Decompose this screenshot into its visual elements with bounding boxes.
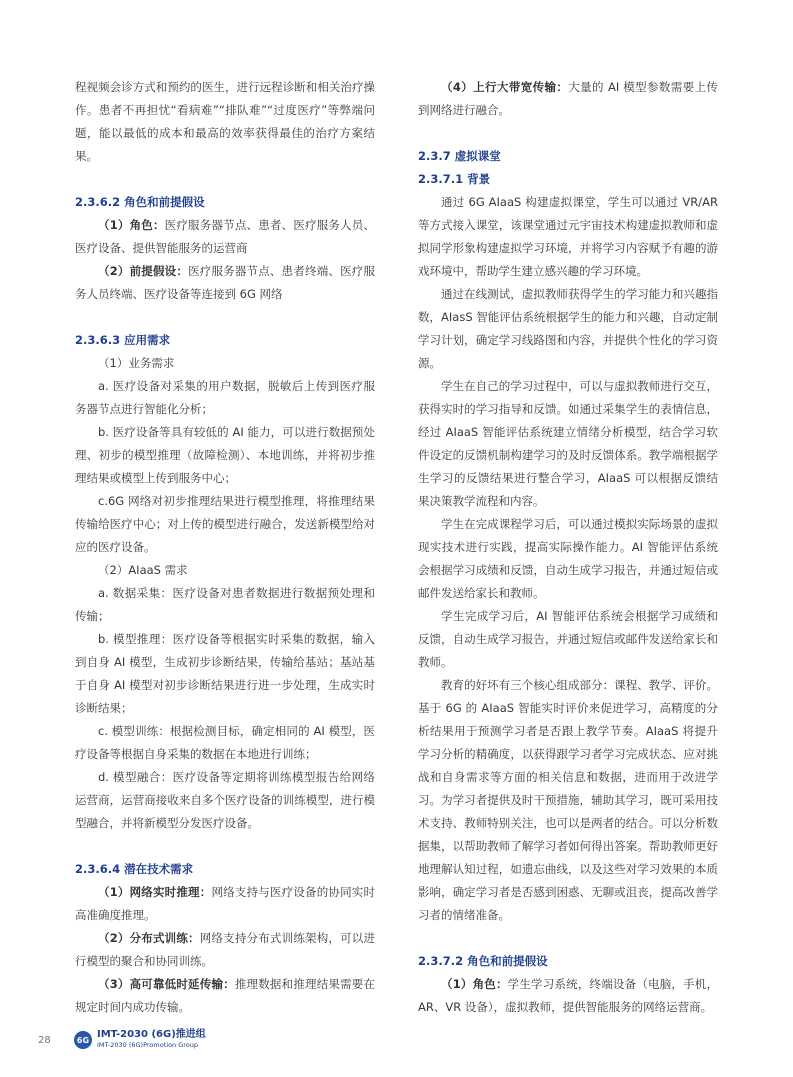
- premise-paragraph: [75, 260, 375, 306]
- tech-need-2-label: （2）分布式训练：: [98, 931, 200, 945]
- tech-need-3: [75, 973, 375, 1019]
- tech-need-4: [418, 76, 718, 122]
- background-paragraph-2: 通过在线测试，虚拟教师获得学生的学习能力和兴趣指数，AIasS 智能评估系统根据学生的能力和兴趣，自动定制学习计划，确定学习线路图和内容，并提供个性化的学习资源。: [418, 287, 718, 370]
- tech-need-4-label: （4）上行大带宽传输：: [441, 80, 569, 94]
- logo-sub-text: IMT-2030 (6G)Promotion Group: [97, 1041, 199, 1049]
- role-paragraph-2: [418, 973, 718, 1019]
- heading-2-3-7-2: 2.3.7.2 角色和前提假设: [418, 954, 548, 968]
- background-paragraph-1: 通过 6G AIaaS 构建虚拟课堂，学生可以通过 VR/AR 等方式接入课堂，该课堂通过元宇宙技术构建虚拟教师和虚拟同学形象构建虚拟学习环境，并将学习内容赋予有趣的游戏环境中，帮助学生建立感兴趣的学习环境。: [418, 195, 718, 278]
- page-number: 28: [38, 1034, 51, 1046]
- aiaas-need-c: c. 模型训练：根据检测目标，确定相同的 AI 模型，医疗设备等根据自身采集的数据在本地进行训练；: [75, 724, 375, 761]
- tech-need-3-text: 推理数据和推理结果需要在规定时间内成功传输。: [75, 977, 375, 1014]
- tech-need-1-label: （1）网络实时推理：: [98, 885, 212, 899]
- aiaas-need-d: d. 模型融合：医疗设备等定期将训练模型报告给网络运营商，运营商接收来自多个医疗设备的训练模型，进行模型融合，并将新模型分发医疗设备。: [75, 770, 375, 830]
- business-need-b: b. 医疗设备等具有较低的 AI 能力，可以进行数据预处理、初步的模型推理（故障检测）、本地训练，并将初步推理结果或模型上传到服务中心；: [75, 425, 375, 485]
- aiaas-need-a: a. 数据采集：医疗设备对患者数据进行数据预处理和传输；: [75, 586, 375, 623]
- aiaas-need-b: b. 模型推理：医疗设备等根据实时采集的数据，输入到自身 AI 模型，生成初步诊断结果，传输给基站；基站基于自身 AI 模型对初步诊断结果进行进一步处理，生成实时诊断结果；: [75, 632, 375, 715]
- role-label: （1）角色：: [98, 218, 165, 232]
- heading-2-3-7-1: 2.3.7.1 背景: [418, 172, 491, 186]
- role-text-2: 学生学习系统，终端设备（电脑，手机，AR、VR 设备），虚拟教师，提供智能服务的网络运营商。: [418, 977, 718, 1014]
- heading-2-3-6-2: 2.3.6.2 角色和前提假设: [75, 195, 205, 209]
- logo-main-text: IMT-2030 (6G)推进组: [97, 1029, 206, 1040]
- role-text: 医疗服务器节点、患者、医疗服务人员、医疗设备、提供智能服务的运营商: [75, 218, 375, 255]
- tech-need-2-text: 网络支持分布式训练架构，可以进行模型的聚合和协同训练。: [75, 931, 375, 968]
- background-paragraph-3: 学生在自己的学习过程中，可以与虚拟教师进行交互，获得实时的学习指导和反馈。如通过采集学生的表情信息，经过 AIaaS 智能评估系统建立情绪分析模型，结合学习软件设定的反馈机制构建学习的及时反馈体系。教学端根据学生学习的反馈结果进行整合学习，AIaaS 可以根据反馈结果决策教学流程和内容。: [418, 379, 718, 508]
- background-paragraph-6: 教育的好坏有三个核心组成部分：课程、教学、评价。基于 6G 的 AIaaS 智能实时评价来促进学习，高精度的分析结果用于预测学习者是否跟上教学节奏。AIaaS 将提升学习分析的精确度，以获得跟学习者学习完成状态、应对挑战和自身需求等方面的相关信息和数据，进而用于改进学习。为学习者提供及时干预措施，辅助其学习，既可采用技术支持、教师特别关注，也可以是两者的结合。可以分析数据集，以帮助教师了解学习者如何得出答案。帮助教师更好地理解认知过程，如遗忘曲线，以及这些对学习效果的本质影响，确定学习者是否感到困惑、无聊或沮丧，提高改善学习者的情绪准备。: [418, 678, 718, 922]
- tech-need-1: [75, 881, 375, 927]
- heading-2-3-6-4: 2.3.6.4 潜在技术需求: [75, 862, 194, 876]
- tech-need-3-label: （3）高可靠低时延传输：: [98, 977, 235, 991]
- logo-text: [97, 1030, 206, 1050]
- role-paragraph: [75, 214, 375, 260]
- role-label-2: （1）角色：: [441, 977, 508, 991]
- background-paragraph-4: 学生在完成课程学习后，可以通过模拟实际场景的虚拟现实技术进行实践，提高实际操作能力。AI 智能评估系统会根据学习成绩和反馈，自动生成学习报告，并通过短信或邮件发送给家长和教师。: [418, 517, 718, 600]
- business-need-a: a. 医疗设备对采集的用户数据，脱敏后上传到医疗服务器节点进行智能化分析；: [75, 379, 375, 416]
- business-needs-title: （1）业务需求: [98, 356, 175, 370]
- tech-need-2: [75, 927, 375, 973]
- background-paragraph-5: 学生完成学习后，AI 智能评估系统会根据学习成绩和反馈，自动生成学习报告，并通过短信或邮件发送给家长和教师。: [418, 609, 718, 669]
- imt2030-logo-icon: 6G: [74, 1031, 92, 1049]
- business-need-c: c.6G 网络对初步推理结果进行模型推理，将推理结果传输给医疗中心；对上传的模型进行融合，发送新模型给对应的医疗设备。: [75, 494, 375, 554]
- left-column: [75, 76, 375, 1019]
- premise-text: 医疗服务器节点、患者终端、医疗服务人员终端、医疗设备等连接到 6G 网络: [75, 264, 375, 301]
- tech-need-4-text: 大量的 AI 模型参数需要上传到网络进行融合。: [418, 80, 718, 117]
- right-column: [418, 76, 718, 1019]
- heading-2-3-7: 2.3.7 虚拟课堂: [418, 149, 501, 163]
- heading-2-3-6-3: 2.3.6.3 应用需求: [75, 333, 171, 347]
- paragraph-continuation: 程视频会诊方式和预约的医生，进行远程诊断和相关治疗操作。患者不再担忧“看病难”“排队难”“过度医疗”等弊端问题，能以最低的成本和最高的效率获得最佳的治疗方案结果。: [75, 80, 375, 163]
- tech-need-1-text: 网络支持与医疗设备的协同实时高准确度推理。: [75, 885, 375, 922]
- page-footer: [38, 1030, 206, 1050]
- premise-label: （2）前提假设：: [98, 264, 189, 278]
- aiaas-needs-title: （2）AIaaS 需求: [98, 563, 188, 577]
